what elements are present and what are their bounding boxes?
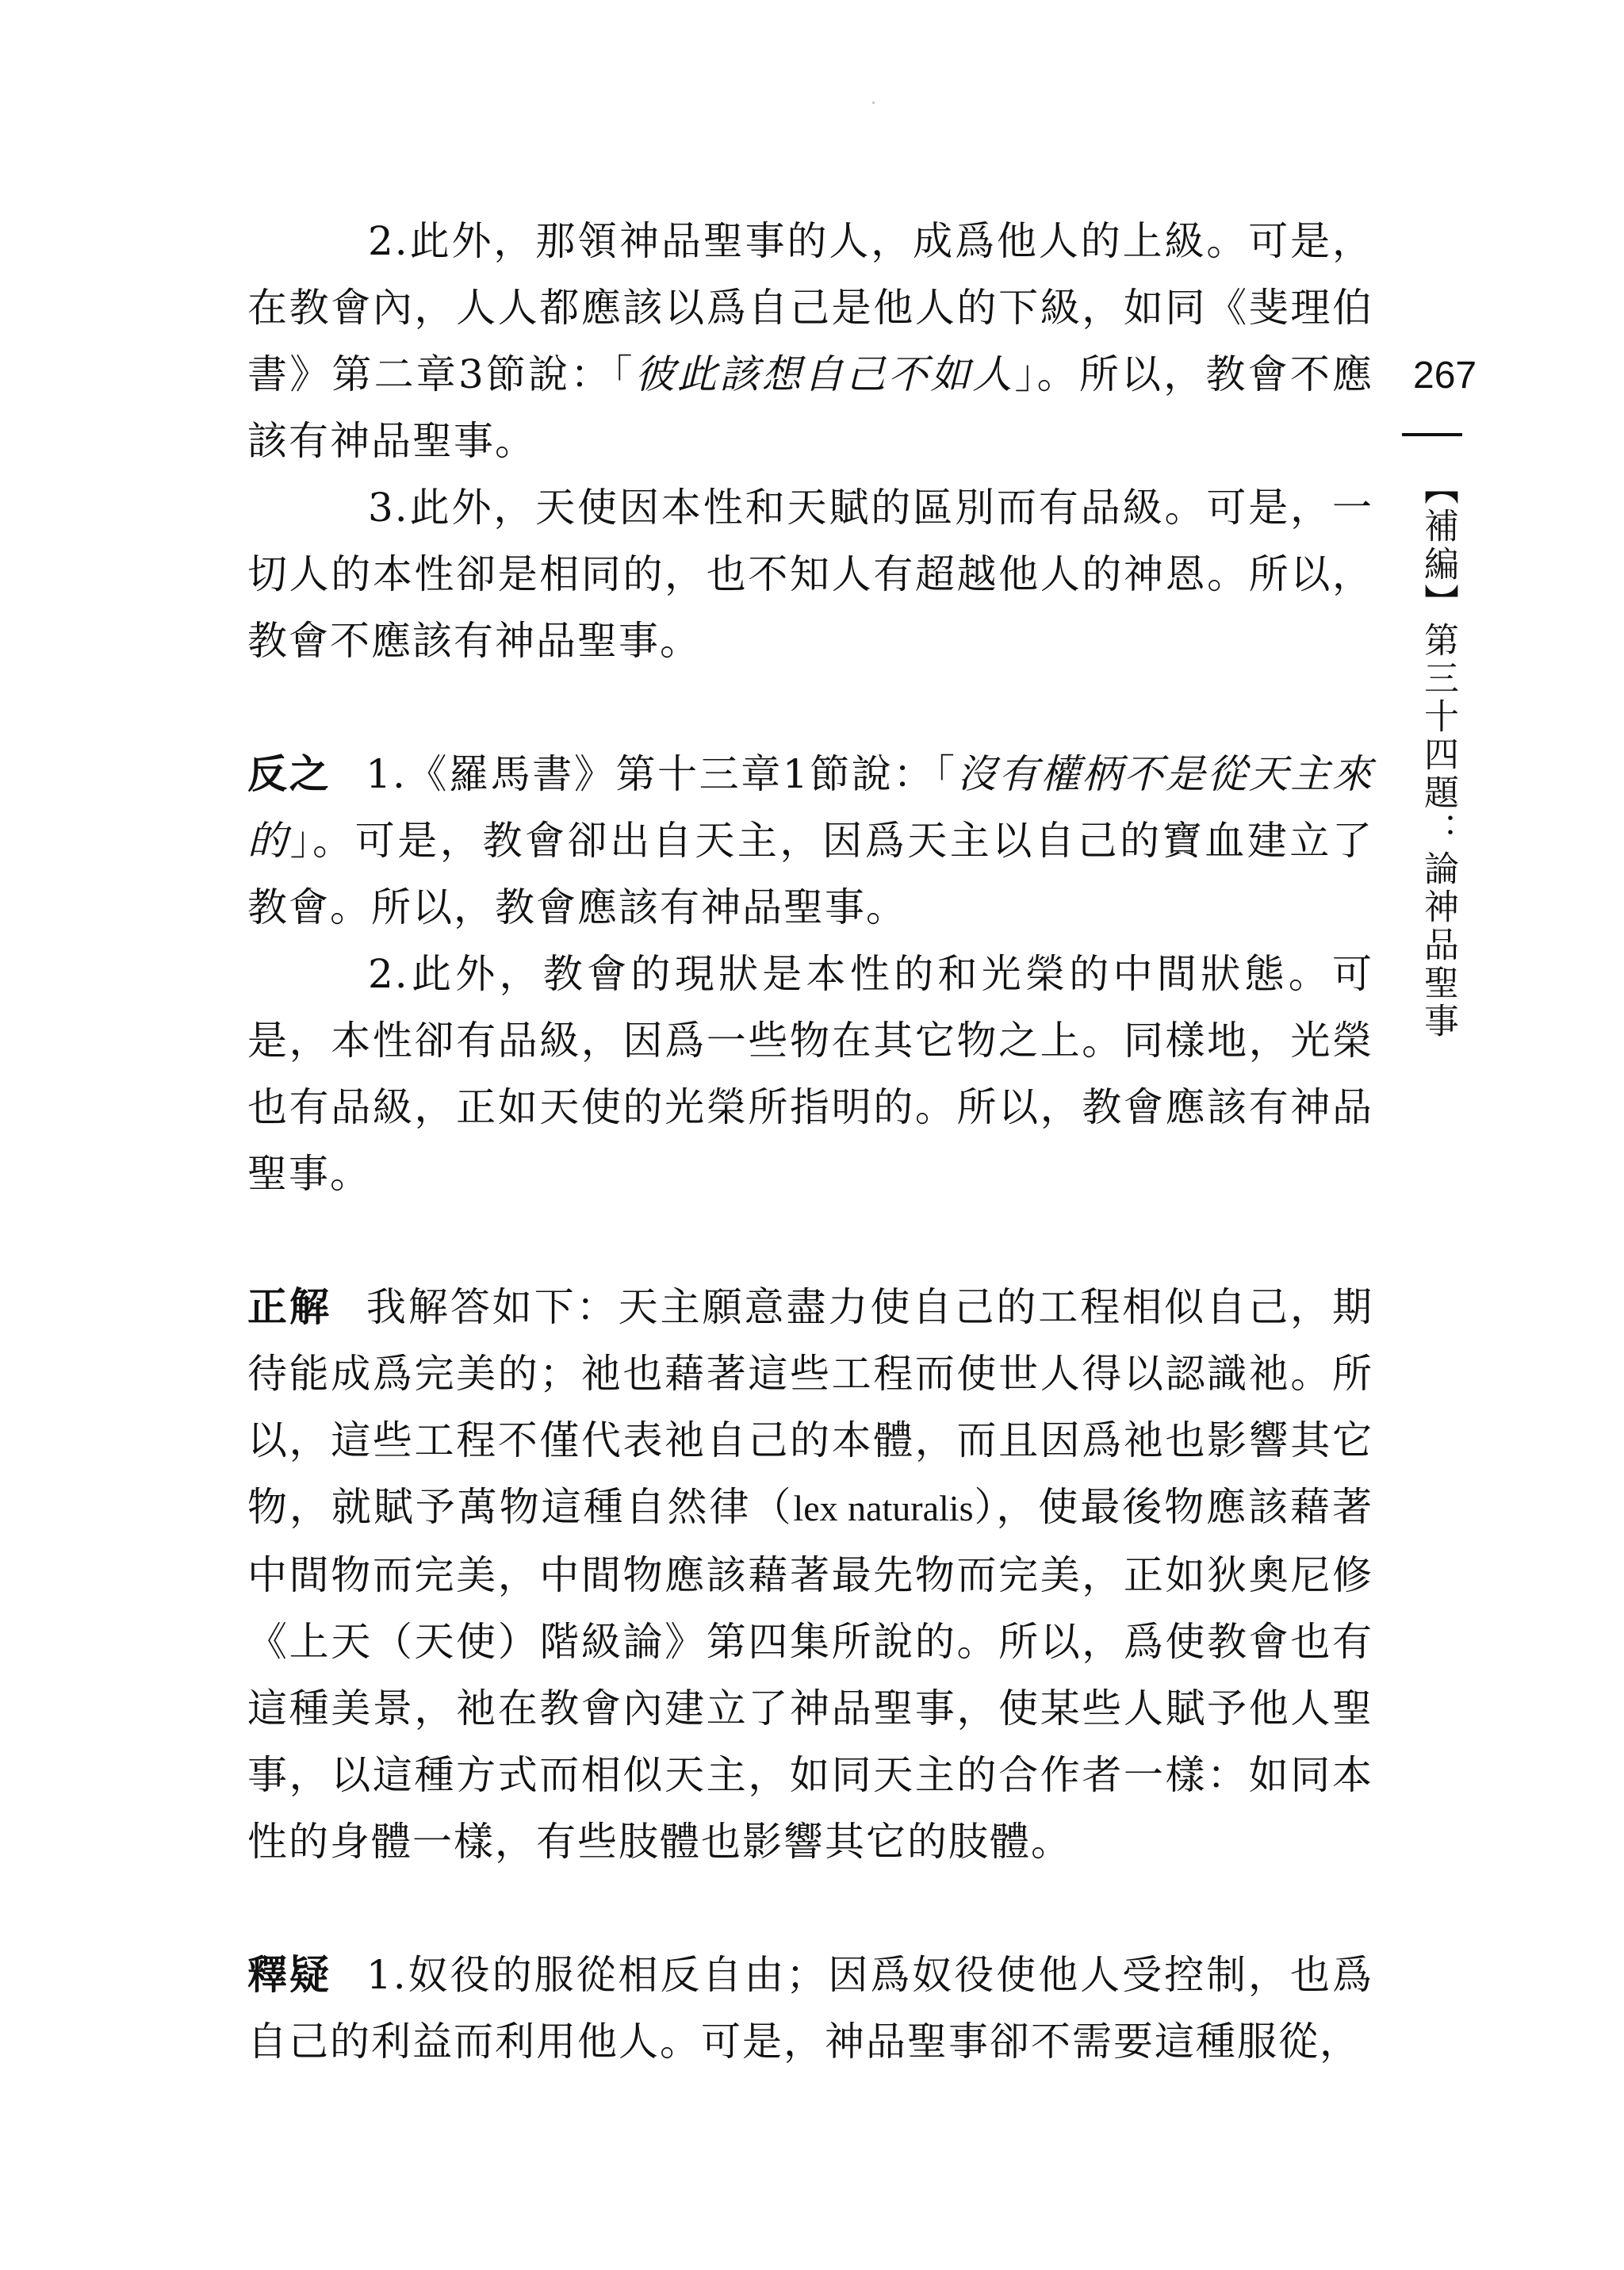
running-head: 【補編】第三十四題：論神品聖事 [1418,470,1458,1041]
contrary-paragraph-2: 2.此外，教會的現狀是本性的和光榮的中間狀態。可是，本性卻有品級，因爲一些物在其它物之上。同樣地，光榮也有品級，正如天使的光榮所指明的。所以，教會應該有神品聖事。 [247,951,1373,1197]
objection-2-text: 2.此外，那領神品聖事的人，成爲他人的上級。可是，在教會內，人人都應該以爲自己是他人的下級，如同《斐理伯書》第二章3節說：「 [247,218,1373,397]
contrary-1-conclusion: 」。可是，教會卻出自天主，因爲天主以自己的寶血建立了教會。所以，教會應該有神品聖事。 [247,818,1373,930]
answer-text-end: ），使最後物應該藉著中間物而完美，中間物應該藉著最先物而完美，正如狄奧尼修《上天（天使）階級論》第四集所說的。所以，爲使教會也有這種美景，祂在教會內建立了神品聖事，使某些人賦予他人聖事，以這種方式而相似天主，如同天主的合作者一樣：如同本性的身體一樣，有些肢體也影響其它的肢體。 [247,1484,1374,1865]
answer-heading: 正解 [247,1284,331,1330]
section-gap [247,674,1373,741]
section-gap [247,1207,1373,1274]
answer-paragraph [247,1274,1373,1875]
contrary-1-text: 1.《羅馬書》第十三章1節說：「 [366,751,957,797]
answer-text-start: 我解答如下：天主願意盡力使自己的工程相似自己，期待能成爲完美的；祂也藉著這些工程而使世人得以認識祂。所以，這些工程不僅代表祂自己的本體，而且因爲祂也影響其它物，就賦予萬物這種自然律（ [247,1284,1374,1530]
objection-2-conclusion: 」。所以，教會不應該有神品聖事。 [247,351,1374,464]
page-number: 267 [1413,355,1477,397]
objection-3-paragraph: 3.此外，天使因本性和天賦的區別而有品級。可是，一切人的本性卻是相同的，也不知人有超越他人的神恩。所以，教會不應該有神品聖事。 [247,485,1373,664]
main-text [247,208,1373,2075]
contrary-heading: 反之 [247,751,331,797]
contrary-paragraph-1 [247,741,1373,941]
side-rule [1402,433,1462,436]
philippians-quote: 彼此該想自己不如人 [634,351,1015,397]
latin-term: lex naturalis [793,1488,974,1528]
romans-quote: 沒有權柄不是從天主來的 [247,751,1374,864]
replies-paragraph [247,1942,1373,2075]
objection-2-paragraph [247,208,1373,474]
section-gap [247,1875,1373,1942]
scan-speck [872,102,875,104]
replies-heading: 釋疑 [247,1952,331,1998]
reply-1-text: 1.奴役的服從相反自由；因爲奴役使他人受控制，也爲自己的利益而利用他人。可是，神品聖事卻不需要這種服從， [247,1952,1373,2065]
